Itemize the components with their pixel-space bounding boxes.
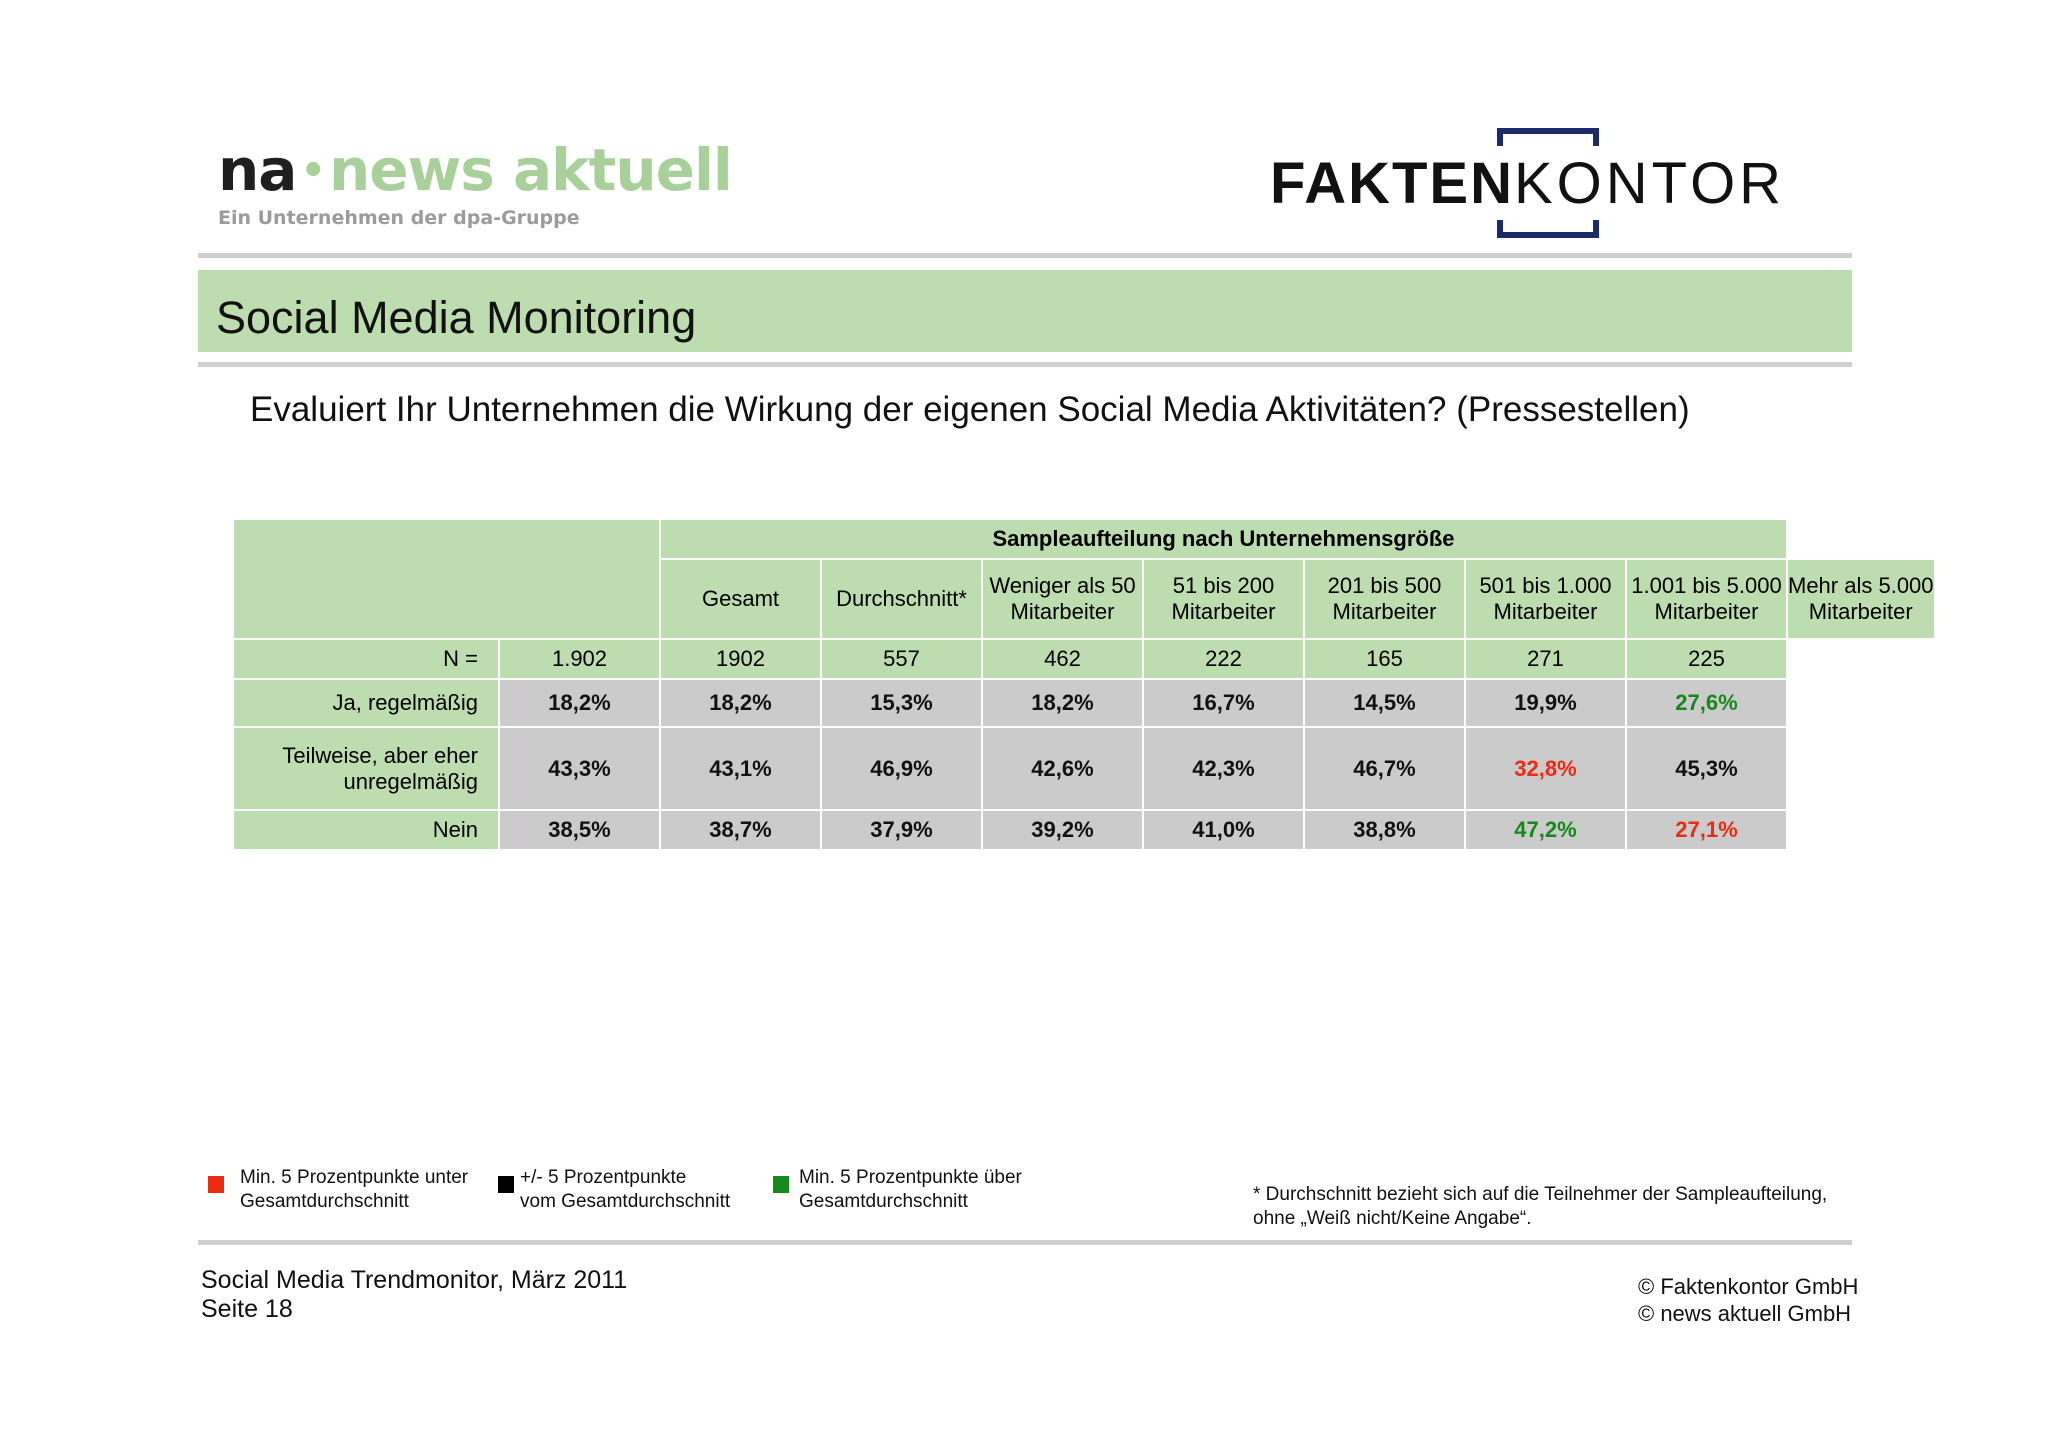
- column-header-line2: Mitarbeiter: [1010, 599, 1115, 624]
- column-header: [1143, 559, 1304, 639]
- column-header-line1: 501 bis 1.000: [1479, 573, 1612, 598]
- column-header-line1: Durchschnitt*: [836, 586, 967, 611]
- column-header-line1: 51 bis 200: [1172, 573, 1275, 598]
- table-cell: 32,8%: [1465, 727, 1626, 810]
- table-cell: 46,7%: [1304, 727, 1465, 810]
- legend-swatch: [208, 1176, 224, 1193]
- row-label-line1: Nein: [432, 817, 478, 842]
- table-cell: 18,2%: [982, 679, 1143, 727]
- n-value: 225: [1626, 639, 1787, 679]
- logo-dot: •: [300, 148, 326, 194]
- column-header-line1: Mehr als 5.000: [1788, 573, 1934, 598]
- logo-bracket-top: [1497, 128, 1599, 146]
- group-header: Sampleaufteilung nach Unternehmensgröße: [660, 519, 1787, 559]
- legend-text: [240, 1166, 468, 1214]
- column-header: [1304, 559, 1465, 639]
- results-table: [232, 518, 1936, 851]
- table-cell: 38,7%: [660, 810, 821, 850]
- table-cell: 37,9%: [821, 810, 982, 850]
- table-row: [233, 727, 1935, 810]
- table-cell: 47,2%: [1465, 810, 1626, 850]
- table-cell: 42,3%: [1143, 727, 1304, 810]
- footnote-line1: * Durchschnitt bezieht sich auf die Teilnehmer der Sampleaufteilung,: [1253, 1184, 1828, 1205]
- column-header-line1: Weniger als 50: [989, 573, 1136, 598]
- n-label: N =: [233, 639, 499, 679]
- logo-kontor: KONTOR: [1514, 151, 1786, 216]
- table-cell: 19,9%: [1465, 679, 1626, 727]
- row-label: [233, 679, 499, 727]
- column-header-line2: Mitarbeiter: [1493, 599, 1598, 624]
- report-name: Social Media Trendmonitor, März 2011: [201, 1266, 628, 1294]
- table-cell: 43,3%: [499, 727, 660, 810]
- table-cell: 18,2%: [660, 679, 821, 727]
- column-header-line1: 1.001 bis 5.000: [1631, 573, 1782, 598]
- column-header-line2: Mitarbeiter: [1808, 599, 1913, 624]
- legend-line2: vom Gesamtdurchschnitt: [520, 1191, 731, 1212]
- survey-question: Evaluiert Ihr Unternehmen die Wirkung der eigenen Social Media Aktivitäten? (Pressestellen): [250, 390, 1690, 429]
- column-header-line1: Gesamt: [701, 586, 780, 611]
- table-cell: 46,9%: [821, 727, 982, 810]
- header-divider: [198, 253, 1852, 258]
- page-title: Social Media Monitoring: [216, 292, 697, 343]
- column-header-line1: 201 bis 500: [1327, 573, 1442, 598]
- table-cell: 43,1%: [660, 727, 821, 810]
- page-number: Seite 18: [201, 1295, 293, 1323]
- column-header: [982, 559, 1143, 639]
- legend-swatch: [498, 1176, 514, 1193]
- table-row: [233, 679, 1935, 727]
- n-value: 462: [982, 639, 1143, 679]
- n-value: 1902: [660, 639, 821, 679]
- table-cell: 15,3%: [821, 679, 982, 727]
- copyright-faktenkontor: © Faktenkontor GmbH: [1638, 1274, 1859, 1299]
- footnote-line2: ohne „Weiß nicht/Keine Angabe“.: [1253, 1208, 1532, 1229]
- legend-line1: +/- 5 Prozentpunkte: [520, 1167, 687, 1188]
- table-row: [233, 810, 1935, 850]
- n-value: 222: [1143, 639, 1304, 679]
- n-value: 557: [821, 639, 982, 679]
- table-corner: [233, 519, 660, 639]
- table-cell: 18,2%: [499, 679, 660, 727]
- logo-fakten: FAKTEN: [1270, 151, 1514, 216]
- logo-na-prefix: na: [218, 136, 297, 204]
- row-label: [233, 810, 499, 850]
- column-header: [1465, 559, 1626, 639]
- row-label-line1: Ja, regelmäßig: [332, 690, 478, 715]
- table-cell: 41,0%: [1143, 810, 1304, 850]
- column-header-line2: Mitarbeiter: [1332, 599, 1437, 624]
- n-row: [233, 639, 1935, 679]
- n-value: 271: [1465, 639, 1626, 679]
- legend-line2: Gesamtdurchschnitt: [240, 1191, 409, 1212]
- legend-text: [520, 1166, 730, 1214]
- table-cell: 45,3%: [1626, 727, 1787, 810]
- column-header: [660, 559, 821, 639]
- logo-bracket-bottom: [1497, 220, 1599, 238]
- row-label-line2: unregelmäßig: [343, 768, 478, 794]
- table-cell: 38,8%: [1304, 810, 1465, 850]
- row-label: [233, 727, 499, 810]
- table-cell: 42,6%: [982, 727, 1143, 810]
- footer-left: [201, 1266, 627, 1324]
- footnote: [1253, 1183, 1827, 1231]
- legend-line1: Min. 5 Prozentpunkte über: [799, 1167, 1022, 1188]
- legend-swatch: [773, 1176, 789, 1193]
- table-cell: 16,7%: [1143, 679, 1304, 727]
- n-value: 165: [1304, 639, 1465, 679]
- logo-tagline: Ein Unternehmen der dpa-Gruppe: [218, 207, 580, 229]
- column-header-line2: Mitarbeiter: [1654, 599, 1759, 624]
- legend-line1: Min. 5 Prozentpunkte unter: [240, 1167, 469, 1188]
- logo-na-name: news aktuell: [329, 136, 732, 204]
- faktenkontor-logo: [1270, 128, 1830, 238]
- news-aktuell-logo: [218, 138, 732, 229]
- column-header: [821, 559, 982, 639]
- row-label-line1: Teilweise, aber eher: [282, 742, 478, 768]
- table-cell: 27,6%: [1626, 679, 1787, 727]
- copyright-news-aktuell: © news aktuell GmbH: [1638, 1301, 1852, 1326]
- table-cell: 14,5%: [1304, 679, 1465, 727]
- column-header-line2: Mitarbeiter: [1171, 599, 1276, 624]
- column-header: [1787, 559, 1935, 639]
- table-cell: 27,1%: [1626, 810, 1787, 850]
- column-header: [1626, 559, 1787, 639]
- footer-divider: [198, 1240, 1852, 1245]
- footer-right: [1638, 1273, 1858, 1327]
- legend-text: [799, 1166, 1022, 1214]
- n-value: 1.902: [499, 639, 660, 679]
- title-divider: [198, 362, 1852, 367]
- legend-line2: Gesamtdurchschnitt: [799, 1191, 968, 1212]
- title-band: [198, 270, 1852, 352]
- table-cell: 39,2%: [982, 810, 1143, 850]
- table-cell: 38,5%: [499, 810, 660, 850]
